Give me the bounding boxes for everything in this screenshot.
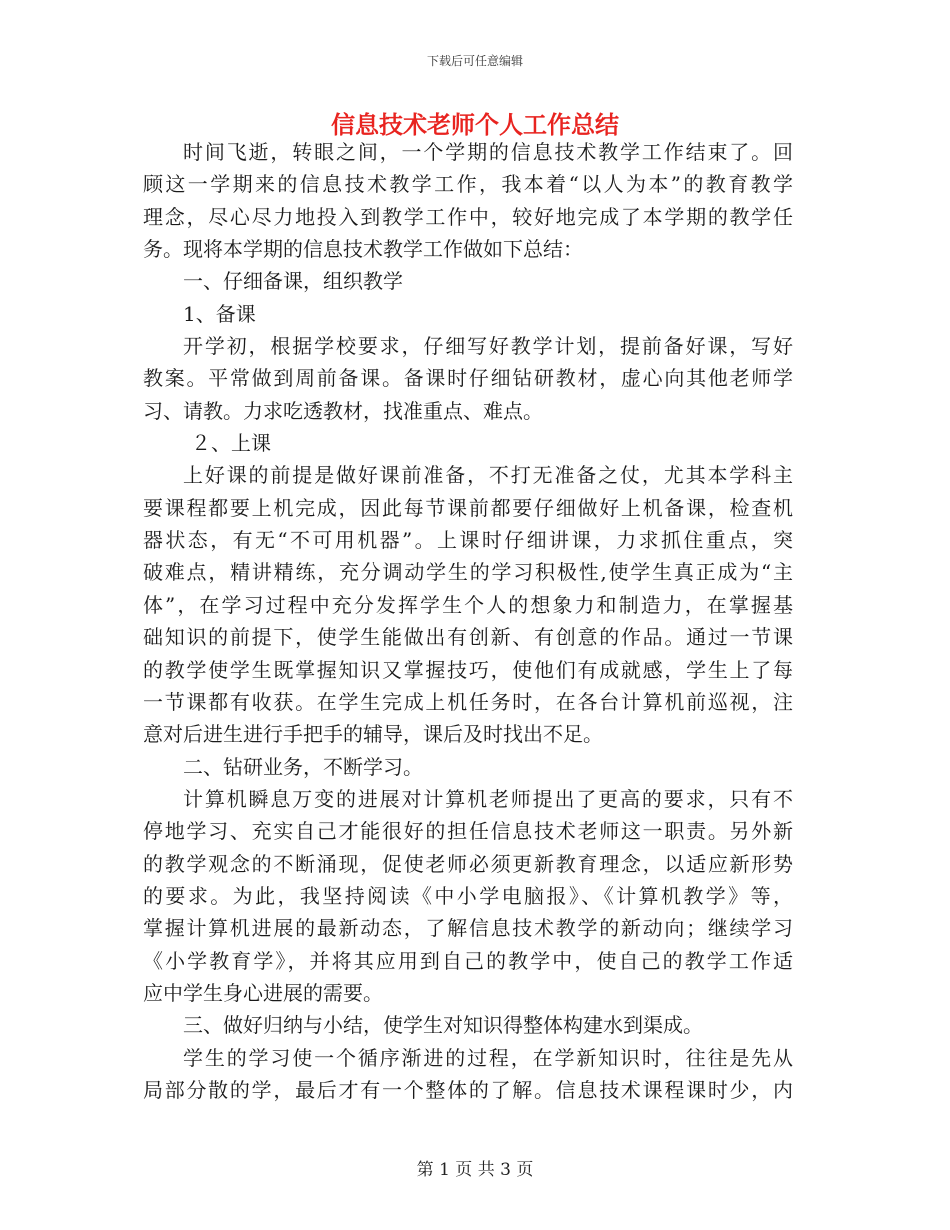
page-number-footer: 第 1 页 共 3 页: [416, 1160, 534, 1180]
paragraph-line: 计算机瞬息万变的进展对计算机老师提出了更高的要求，只有不: [183, 786, 793, 811]
paragraph-line: 础知识的前提下，使学生能做出有创新、有创意的作品。通过一节课: [143, 625, 793, 650]
paragraph-line: 教案。平常做到周前备课。备课时仔细钻研教材，虚心向其他老师学: [143, 366, 793, 391]
paragraph-line: 开学初，根据学校要求，仔细写好教学计划，提前备好课，写好: [183, 334, 793, 359]
section-heading: 三、做好归纳与小结，使学生对知识得整体构建水到渠成。: [183, 1013, 703, 1038]
subsection-heading: ２、上课: [191, 431, 271, 456]
paragraph-line: 要课程都要上机完成，因此每节课前都要仔细做好上机备课，检查机: [143, 495, 793, 520]
paragraph-line: 上好课的前提是做好课前准备，不打无准备之仗，尤其本学科主: [183, 463, 793, 488]
paragraph-line: 破难点，精讲精练，充分调动学生的学习积极性,使学生真正成为“主: [143, 560, 793, 585]
paragraph-line: 局部分散的学，最后才有一个整体的了解。信息技术课程课时少，内: [143, 1077, 793, 1102]
paragraph-line: 应中学生身心进展的需要。: [143, 980, 383, 1005]
section-heading: 一、仔细备课，组织教学: [183, 269, 403, 294]
page-header-note: 下载后可任意编辑: [426, 54, 523, 68]
paragraph-line: 《小学教育学》，并将其应用到自己的教学中，使自己的教学工作适: [143, 948, 793, 973]
paragraph-line: 的教学观念的不断涌现，促使老师必须更新教育理念，以适应新形势: [143, 851, 793, 876]
subsection-heading: 1、备课: [183, 301, 256, 326]
paragraph-line: 顾这一学期来的信息技术教学工作，我本着“以人为本”的教育教学: [143, 172, 793, 197]
paragraph-line: 时间飞逝，转眼之间，一个学期的信息技术教学工作结束了。回: [183, 140, 793, 164]
paragraph-line: 理念，尽心尽力地投入到教学工作中，较好地完成了本学期的教学任: [143, 204, 793, 229]
document-title: 信息技术老师个人工作总结: [331, 110, 619, 139]
paragraph-line: 器状态，有无“不可用机器”。上课时仔细讲课，力求抓住重点，突: [143, 528, 793, 553]
paragraph-line: 学生的学习使一个循序渐进的过程，在学新知识时，往往是先从: [183, 1045, 793, 1070]
paragraph-line: 习、请教。力求吃透教材，找准重点、难点。: [143, 398, 543, 423]
paragraph-line: 的要求。为此，我坚持阅读《中小学电脑报》、《计算机教学》等，: [143, 883, 793, 908]
paragraph-line: 务。现将本学期的信息技术教学工作做如下总结：: [143, 237, 583, 262]
paragraph-line: 停地学习、充实自己才能很好的担任信息技术老师这一职责。另外新: [143, 819, 793, 844]
document-body: [143, 136, 793, 1106]
paragraph-line: 体”，在学习过程中充分发挥学生个人的想象力和制造力，在掌握基: [143, 592, 793, 617]
paragraph-line: 掌握计算机进展的最新动态，了解信息技术教学的新动向；继续学习: [143, 916, 793, 941]
paragraph-line: 的教学使学生既掌握知识又掌握技巧，使他们有成就感，学生上了每: [143, 657, 793, 682]
paragraph-line: 一节课都有收获。在学生完成上机任务时，在各台计算机前巡视，注: [143, 689, 793, 714]
paragraph-line: 意对后进生进行手把手的辅导，课后及时找出不足。: [143, 722, 603, 747]
section-heading: 二、钻研业务，不断学习。: [183, 754, 423, 779]
